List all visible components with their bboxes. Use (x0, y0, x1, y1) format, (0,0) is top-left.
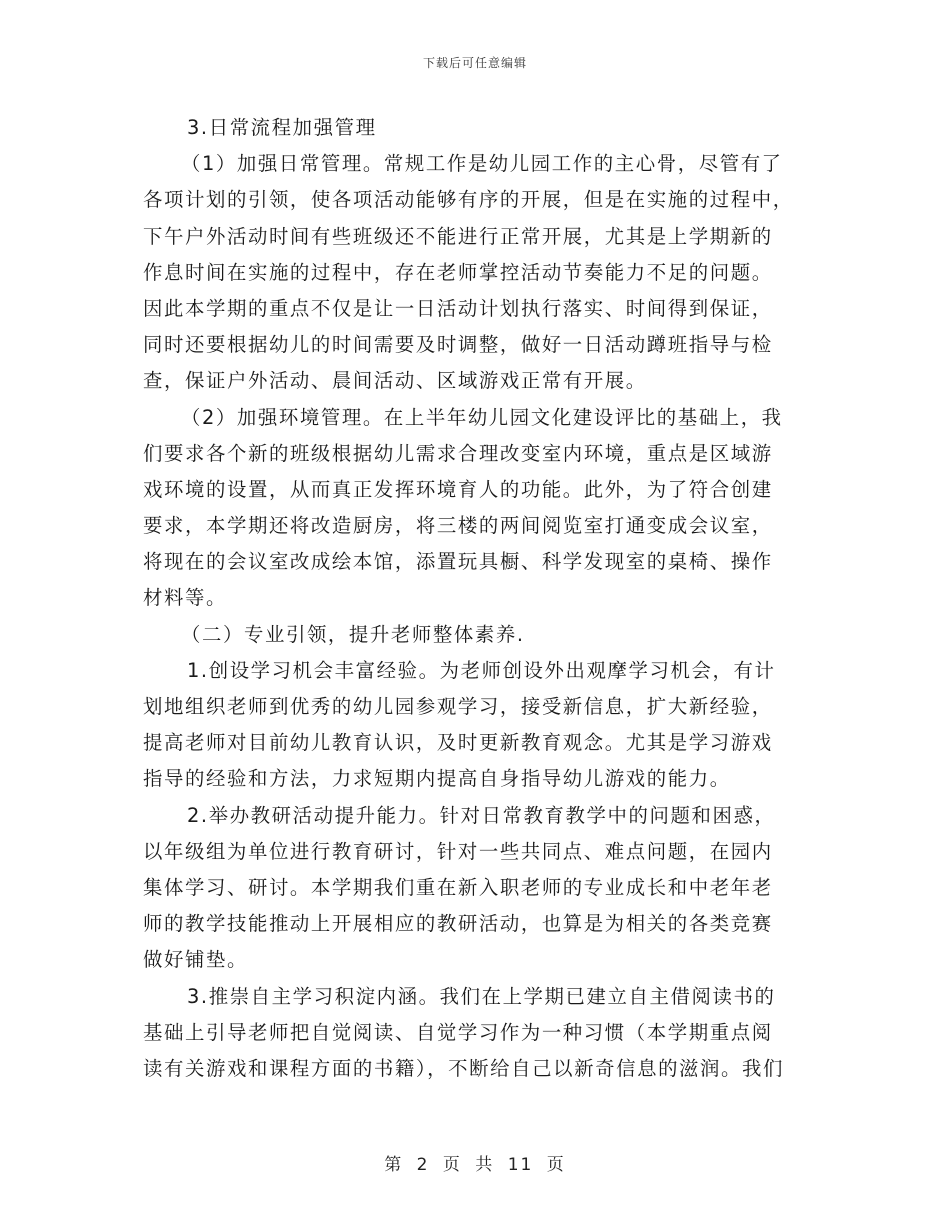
text-line: 读有关游戏和课程方面的书籍），不断给自己以新奇信息的滋润。我们 (143, 1056, 785, 1080)
text-line: （2）加强环境管理。在上半年幼儿园文化建设评比的基础上，我 (181, 405, 783, 429)
text-line: 同时还要根据幼儿的时间需要及时调整，做好一日活动蹲班指导与检 (143, 333, 773, 357)
text-line: 基础上引导老师把自觉阅读、自觉学习作为一种习惯（本学期重点阅 (143, 1020, 773, 1044)
text-line: 下午户外活动时间有些班级还不能进行正常开展，尤其是上学期新的 (143, 224, 773, 248)
text-line: 3.推崇自主学习积淀内涵。我们在上学期已建立自主借阅读书的 (187, 984, 776, 1008)
text-line: 提高老师对目前幼儿教育认识，及时更新教育观念。尤其是学习游戏 (143, 731, 773, 755)
text-line: （1）加强日常管理。常规工作是幼儿园工作的主心骨，尽管有了 (181, 152, 783, 176)
text-line: 各项计划的引领，使各项活动能够有序的开展，但是在实施的过程中， (143, 188, 794, 212)
text-line: 划地组织老师到优秀的幼儿园参观学习，接受新信息，扩大新经验， (143, 695, 773, 718)
page-number: 第 2 页 共 11 页 (384, 1155, 566, 1175)
text-line: 以年级组为单位进行教育研讨，针对一些共同点、难点问题，在园内 (143, 839, 773, 863)
text-line: 作息时间在实施的过程中，存在老师掌控活动节奏能力不足的问题。 (143, 260, 773, 284)
text-line: 戏环境的设置，从而真正发挥环境育人的功能。此外，为了符合创建 (143, 477, 773, 501)
text-line: 查，保证户外活动、晨间活动、区域游戏正常有开展。 (143, 369, 647, 393)
text-line: 将现在的会议室改成绘本馆，添置玩具橱、科学发现室的桌椅、操作 (143, 550, 773, 574)
text-line: 做好铺垫。 (143, 948, 248, 972)
text-line: 材料等。 (143, 586, 227, 610)
text-line: 指导的经验和方法，力求短期内提高自身指导幼儿游戏的能力。 (143, 767, 731, 791)
text-line: （二）专业引领，提升老师整体素养. (181, 622, 525, 646)
text-line: 因此本学期的重点不仅是让一日活动计划执行落实、时间得到保证， (143, 296, 773, 320)
page-header: 下载后可任意编辑 (422, 56, 527, 70)
text-line: 2.举办教研活动提升能力。针对日常教育教学中的问题和困惑， (187, 803, 776, 827)
text-line: 3.日常流程加强管理 (187, 116, 377, 139)
text-line: 师的教学技能推动上开展相应的教研活动，也算是为相关的各类竞赛 (143, 912, 773, 936)
text-line: 们要求各个新的班级根据幼儿需求合理改变室内环境，重点是区域游 (143, 441, 773, 465)
text-line: 要求，本学期还将改造厨房，将三楼的两间阅览室打通变成会议室， (143, 514, 773, 538)
text-line: 集体学习、研讨。本学期我们重在新入职老师的专业成长和中老年老 (143, 875, 773, 899)
document-body (143, 110, 811, 1087)
text-line: 1.创设学习机会丰富经验。为老师创设外出观摩学习机会，有计 (187, 658, 776, 682)
